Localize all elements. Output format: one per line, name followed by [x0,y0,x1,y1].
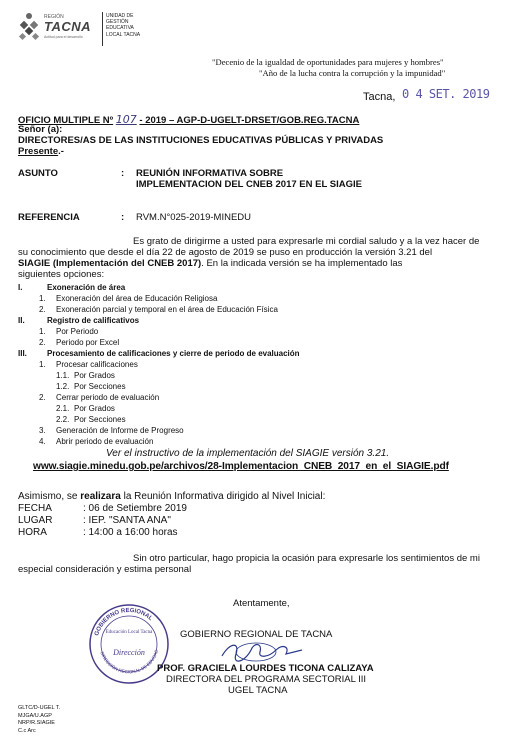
list-item: 2. [39,393,46,402]
instructive-note: Ver el instructivo de la implementación del SIAGIE versión 3.21. [106,448,390,459]
footer-code: GLTC/D-UGEL T. [18,705,61,711]
list-item: Por Periodo [56,327,99,336]
list-item: 2.2. [56,415,70,424]
subject-colon: : [121,168,125,179]
footer-codes [18,705,60,735]
body-line-3: SIAGIE (Implementación del CNEB 2017). En la indicada versión se ha implementado las [18,258,403,269]
list-item: Periodo por Excel [56,338,120,347]
list-item: Por Grados [74,404,115,413]
list-item: 2. [39,338,46,347]
logo-tagline: Actitud para el desarrollo [44,35,83,39]
section-3-title: Procesamiento de calificaciones y cierre de periodo de evaluación [47,349,300,358]
office-ref-suffix: - 2019 – AGP-D-UGELT-DRSET/GOB.REG.TACNA [139,115,360,126]
recipients: DIRECTORES/AS DE LAS INSTITUCIONES EDUCATIVAS PÚBLICAS Y PRIVADAS [18,135,384,146]
closing-line-1: Sin otro particular, hago propicia la ocasión para expresarle los sentimientos de mi [133,553,480,564]
meeting-time-value: : 14:00 a 16:00 horas [83,527,178,538]
meeting-date-label: FECHA [18,503,52,514]
subject-label: ASUNTO [18,168,58,179]
siagie-link[interactable]: www.siagie.minedu.gob.pe/archivos/28-Implementacion_CNEB_2017_en_el_SIAGIE.pdf [33,461,449,472]
reference-value: RVM.N°025-2019-MINEDU [136,212,252,223]
section-1-title: Exoneración de área [47,283,126,292]
list-item: Por Secciones [74,382,126,391]
list-item: 1.1. [56,371,70,380]
motto-line-1: "Decenio de la igualdad de oportunidades para mujeres y hombres" [212,57,444,67]
signature-org: GOBIERNO REGIONAL DE TACNA [180,629,333,640]
list-item: Abrir periodo de evaluación [56,437,154,446]
section-3-num: III. [18,349,27,358]
signer-name: PROF. GRACIELA LOURDES TICONA CALIZAYA [157,663,374,674]
subject-line-2: IMPLEMENTACION DEL CNEB 2017 EN EL SIAGIE [136,179,362,190]
office-ref-prefix: OFICIO MULTIPLE Nº [18,115,114,126]
section-2-title: Registro de calificativos [47,316,140,325]
regards: Atentamente, [233,598,290,609]
present-line: Presente.- [18,146,64,157]
list-item: Por Grados [74,371,115,380]
meeting-place-label: LUGAR [18,515,53,526]
office-ref-number: 107 [115,113,137,126]
list-item: Generación de Informe de Progreso [56,426,184,435]
body-line-2: su conocimiento que desde el día 22 de agosto de 2019 se puso en producción la versión 3.21 del [18,247,433,258]
body-line-4: siguientes opciones: [18,269,105,280]
list-item: 4. [39,437,46,446]
footer-code: NRP/R.SIAGIE [18,720,55,726]
logo-name: TACNA [44,19,92,34]
list-item: Exoneración del área de Educación Religiosa [56,294,218,303]
ugel-logo [18,8,148,48]
city-label: Tacna, [363,91,396,103]
list-item: 3. [39,426,46,435]
seal-bottom-text: DIRECCIÓN REGIONAL DE EDUCAC [99,649,160,675]
list-item: 1. [39,327,46,336]
subject-line-1: REUNIÓN INFORMATIVA SOBRE [136,168,284,179]
section-1-num: I. [18,283,23,292]
office-reference [18,113,359,126]
section-2-num: II. [18,316,25,325]
list-item: Cerrar periodo de evaluación [56,393,160,402]
seal-center-text: Dirección [113,648,145,657]
list-item: 2.1. [56,404,70,413]
reference-label: REFERENCIA [18,212,80,223]
meeting-date-value: : 06 de Setiembre 2019 [83,503,187,514]
list-item: 2. [39,305,46,314]
signer-role-2: UGEL TACNA [228,685,288,696]
meeting-intro: Asimismo, se realizara la Reunión Informativa dirigido al Nivel Inicial: [18,491,326,502]
salutation: Señor (a): [18,124,63,135]
reference-colon: : [121,212,125,223]
body-line-1: Es grato de dirigirme a usted para expresarle mi cordial saludo y a la vez hacer de [133,236,480,247]
list-item: 1. [39,360,46,369]
list-item: Exoneración parcial y temporal en el área de Educación Física [56,305,278,314]
seal-mid-text: Educación Local Tacna [105,630,153,635]
meeting-place-value: : IEP. "SANTA ANA" [83,515,171,526]
logo-unit: UNIDAD DE GESTIÓN EDUCATIVA LOCAL TACNA [106,13,141,38]
closing-line-2: especial consideración y estima personal [18,564,192,575]
meeting-time-label: HORA [18,527,47,538]
list-item: Por Secciones [74,415,126,424]
footer-code: MJGA/U.AGP [18,712,52,719]
date-stamp: 0 4 SET. 2019 [402,87,490,101]
logo-region-label: REGIÓN [44,14,64,20]
seal-top-text: GOBIERNO REGIONAL [94,607,154,637]
tacna-logo-icon [18,12,40,42]
signer-role-1: DIRECTORA DEL PROGRAMA SECTORIAL III [166,674,367,685]
handwritten-signature-icon [212,638,312,664]
footer-code: C.c Arc [18,727,36,734]
list-item: 1.2. [56,382,70,391]
list-item: 1. [39,294,46,303]
list-item: Procesar calificaciones [56,360,138,369]
motto-line-2: "Año de la lucha contra la corrupción y la impunidad" [259,68,446,78]
logo-divider [102,12,103,46]
